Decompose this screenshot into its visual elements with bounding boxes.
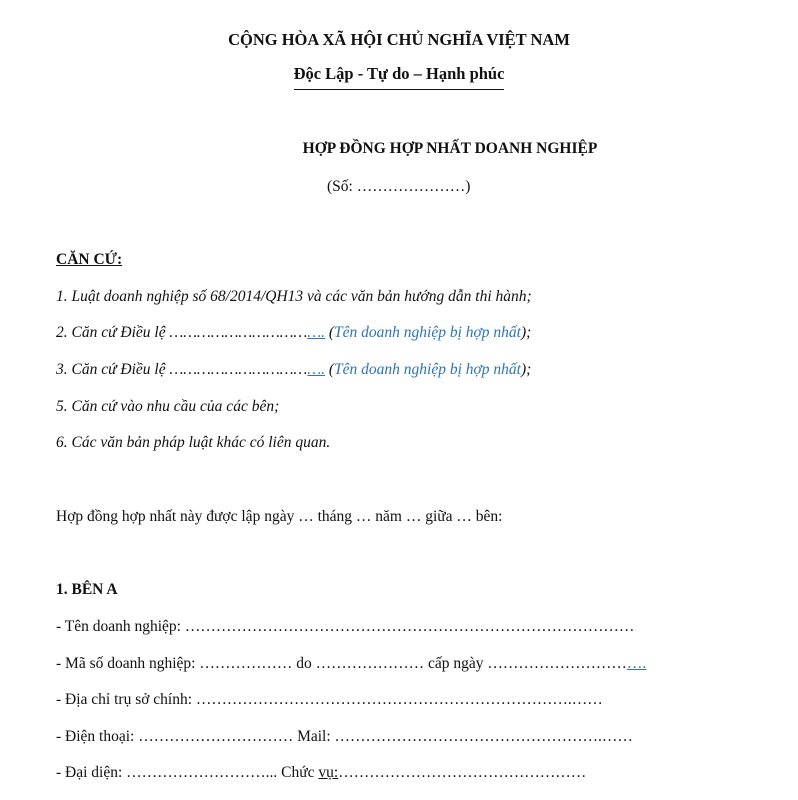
ground-item-2-open: ( <box>324 324 335 341</box>
ground-item-3 <box>56 360 531 380</box>
ground-item-2-prefix: 2. Căn cứ Điều lệ ………………………… <box>56 324 308 341</box>
national-motto: Độc Lập - Tự do – Hạnh phúc <box>294 64 505 90</box>
party-a-code-field <box>56 654 646 674</box>
ground-item-6: 6. Các văn bản pháp luật khác có liên quan. <box>56 434 331 451</box>
party-a-rep-position-label: vụ: <box>318 764 339 781</box>
grounds-heading: CĂN CỨ: <box>56 251 123 268</box>
ground-item-3-dots: …. <box>307 361 325 378</box>
motto-wrapper <box>0 64 798 90</box>
ground-item-3-prefix: 3. Căn cứ Điều lệ ………………………… <box>56 361 308 378</box>
ground-item-2-dots: …. <box>307 324 325 341</box>
contract-intro: Hợp đồng hợp nhất này được lập ngày … tháng … năm … giữa … bên: <box>56 508 503 525</box>
national-title: CỘNG HÒA XÃ HỘI CHỦ NGHĨA VIỆT NAM <box>228 30 570 49</box>
party-a-phone-field: - Điện thoại: ………………………… Mail: …………………………………………….…… <box>56 728 633 745</box>
party-a-representative-field <box>56 763 586 783</box>
party-a-address-field: - Địa chỉ trụ sở chính: ……………………………………………………………….…… <box>56 691 603 708</box>
ground-item-1: 1. Luật doanh nghiệp số 68/2014/QH13 và các văn bản hướng dẫn thi hành; <box>56 288 532 305</box>
party-a-rep-main: - Đại diện: ………………………... Chức <box>56 764 319 781</box>
ground-item-3-open: ( <box>324 361 335 378</box>
document-title: HỢP ĐỒNG HỢP NHẤT DOANH NGHIỆP <box>302 140 598 157</box>
party-a-code-main: - Mã số doanh nghiệp: ……………… do ………………… cấp ngày ……………………… <box>56 655 627 672</box>
ground-item-3-close: ); <box>520 361 532 378</box>
ground-item-2-close: ); <box>520 324 532 341</box>
ground-item-5: 5. Căn cứ vào nhu cầu của các bên; <box>56 398 280 415</box>
document-number: (Số: …………………) <box>327 178 471 195</box>
party-a-name-field: - Tên doanh nghiệp: …………………………………………………………………………… <box>56 618 635 635</box>
party-a-code-tail: …. <box>626 655 647 672</box>
party-a-heading: 1. BÊN A <box>56 581 118 598</box>
party-a-rep-tail: ………………………………………… <box>338 764 587 781</box>
ground-item-2 <box>56 323 531 343</box>
ground-item-2-placeholder: Tên doanh nghiệp bị hợp nhất <box>334 324 521 341</box>
ground-item-3-placeholder: Tên doanh nghiệp bị hợp nhất <box>334 361 521 378</box>
